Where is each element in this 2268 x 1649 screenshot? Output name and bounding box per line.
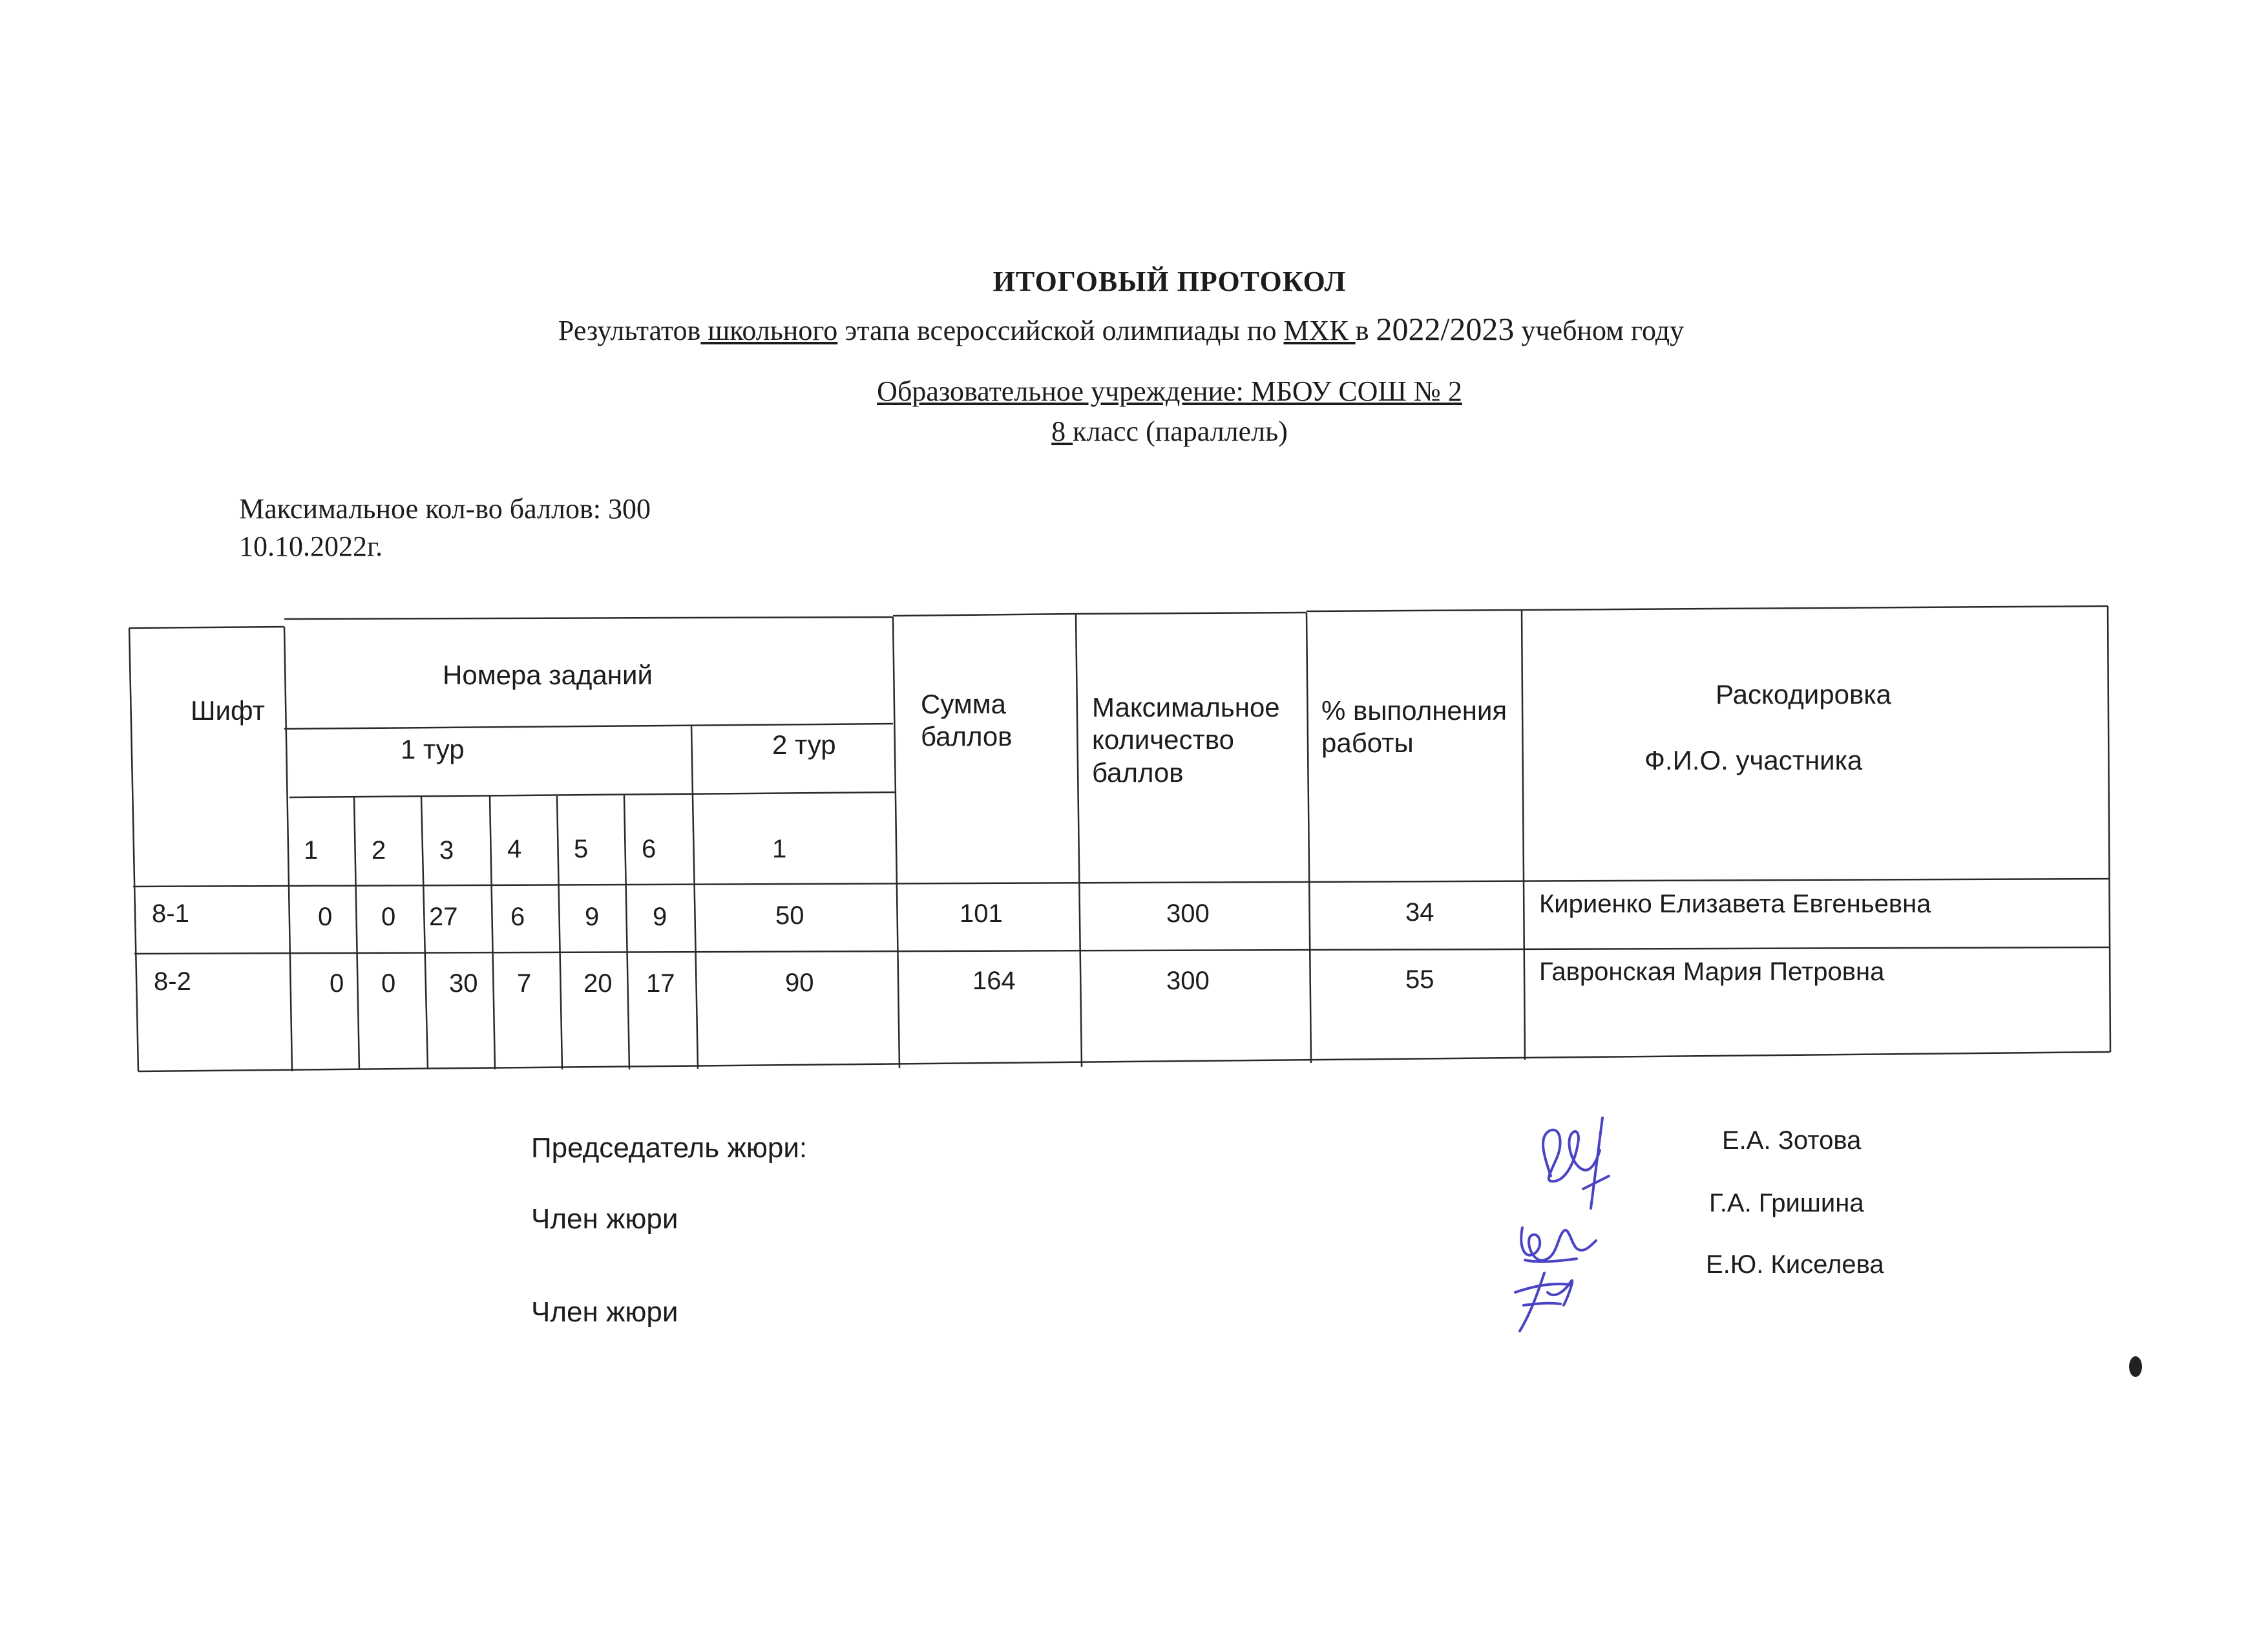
row-percent: 34 bbox=[1405, 898, 1434, 927]
row-score: 0 bbox=[381, 903, 396, 931]
row-score: 7 bbox=[517, 969, 532, 998]
header-sum: Сумма баллов bbox=[921, 689, 1013, 752]
row-code: 8-1 bbox=[152, 899, 189, 928]
row-score: 0 bbox=[381, 969, 396, 998]
subtitle-subject: МХК bbox=[1283, 315, 1356, 346]
row-score: 27 bbox=[429, 903, 458, 931]
jury-member-label: Член жюри bbox=[531, 1296, 678, 1328]
task-number: 1 bbox=[772, 835, 787, 863]
jury-member-name: Г.А. Гришина bbox=[1709, 1189, 1864, 1217]
row-score: 0 bbox=[330, 969, 344, 998]
subtitle-in: в bbox=[1355, 315, 1376, 346]
row-score: 0 bbox=[318, 903, 333, 931]
school-line: Образовательное учреждение: МБОУ СОШ № 2 bbox=[877, 375, 1462, 407]
row-score: 90 bbox=[785, 969, 814, 997]
task-number: 1 bbox=[304, 836, 319, 865]
row-score: 20 bbox=[583, 969, 613, 998]
header-tour-2: 2 тур bbox=[772, 730, 836, 760]
header-percent: % выполнения работы bbox=[1321, 695, 1507, 759]
row-name: Кириенко Елизавета Евгеньевна bbox=[1539, 890, 1931, 918]
task-number: 5 bbox=[574, 835, 589, 863]
subtitle-stage: школьного bbox=[700, 315, 838, 346]
header-max: Максимальное количество баллов bbox=[1092, 692, 1280, 788]
row-name: Гавронская Мария Петровна bbox=[1539, 958, 1885, 986]
document-title: ИТОГОВЫЙ ПРОТОКОЛ bbox=[992, 266, 1347, 297]
task-number: 6 bbox=[642, 835, 656, 863]
row-score: 6 bbox=[510, 903, 525, 931]
subtitle-year: 2022/2023 bbox=[1376, 311, 1515, 347]
subtitle-suffix: учебном году bbox=[1514, 315, 1685, 346]
task-number: 4 bbox=[507, 835, 522, 863]
header-code: Шифт bbox=[191, 695, 265, 726]
row-sum: 164 bbox=[972, 967, 1016, 995]
row-score: 30 bbox=[449, 969, 478, 998]
task-number: 3 bbox=[439, 836, 454, 865]
jury-chair-label: Председатель жюри: bbox=[531, 1132, 808, 1164]
max-points-line: Максимальное кол-во баллов: 300 bbox=[239, 493, 651, 525]
jury-chair-name: Е.А. Зотова bbox=[1722, 1126, 1862, 1155]
row-percent: 55 bbox=[1405, 965, 1434, 994]
jury-member-label: Член жюри bbox=[531, 1203, 678, 1235]
header-tour-1: 1 тур bbox=[401, 734, 465, 764]
date-line: 10.10.2022г. bbox=[239, 530, 383, 562]
row-sum: 101 bbox=[960, 899, 1003, 928]
subtitle-prefix: Результатов bbox=[558, 315, 701, 346]
grade-text: класс (параллель) bbox=[1073, 415, 1288, 447]
row-code: 8-2 bbox=[154, 967, 191, 996]
row-score: 9 bbox=[653, 903, 667, 931]
row-score: 17 bbox=[646, 969, 675, 998]
subtitle-mid: этапа всероссийской олимпиады по bbox=[837, 315, 1284, 346]
row-score: 50 bbox=[775, 901, 804, 930]
handwritten-signatures bbox=[1499, 1098, 1641, 1344]
row-max: 300 bbox=[1166, 967, 1210, 995]
grade-number: 8 bbox=[1051, 415, 1073, 447]
header-tasks: Номера заданий bbox=[443, 660, 653, 690]
row-max: 300 bbox=[1166, 899, 1210, 928]
task-number: 2 bbox=[372, 836, 386, 865]
jury-member-name: Е.Ю. Киселева bbox=[1706, 1250, 1884, 1279]
header-name: Ф.И.О. участника bbox=[1644, 745, 1863, 775]
row-score: 9 bbox=[585, 903, 600, 931]
punch-hole-mark bbox=[2126, 1354, 2145, 1380]
header-decode: Раскодировка bbox=[1716, 679, 1891, 709]
